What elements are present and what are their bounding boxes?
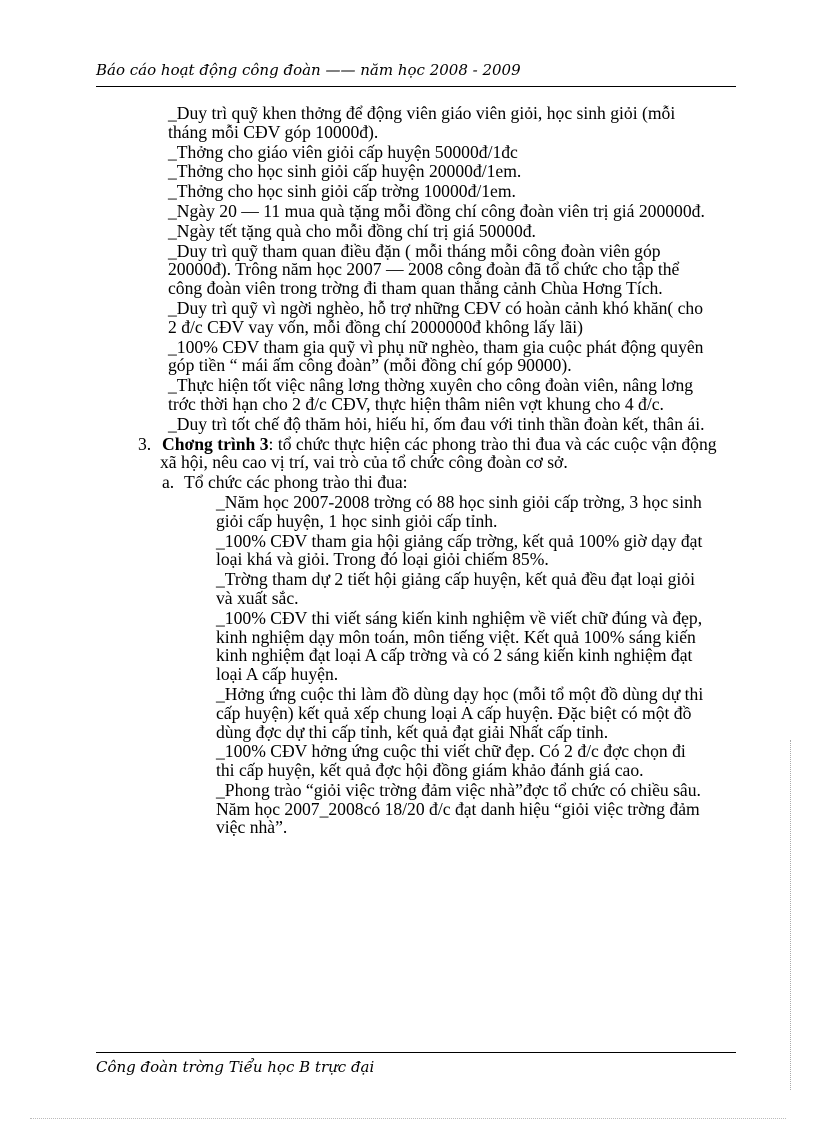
- paragraph: _Thởng cho học sinh giỏi cấp huyện 20000đ/1em.: [168, 161, 522, 182]
- paragraph: _Thực hiện tốt việc nâng lơng thờng xuyên cho công đoàn viên, nâng lơng trớc thời hạn cho 2 đ/c CĐV, thực hiện thâm niên vợt khung cho 4 đ/c.: [168, 375, 694, 414]
- list-item: _100% CĐV thi viết sáng kiến kinh nghiệm về viết chữ đúng và đẹp, kinh nghiệm dạy môn toán, môn tiếng việt. Kết quả 100% sáng kiến kinh nghiệm đạt loại A cấp trờng và có 2 sáng kiến kinh nghiệm đạt loại A cấp huyện.: [216, 607, 703, 685]
- page-header: Báo cáo hoạt động công đoàn —— năm học 2008 - 2009: [96, 58, 736, 87]
- list-item: _Phong trào “giỏi việc trờng đảm việc nhà”đợc tổ chức có chiều sâu. Năm học 2007_2008có 18/20 đ/c đạt danh hiệu “giỏi việc trờng đảm việc nhà”.: [216, 779, 701, 838]
- list-item: _Năm học 2007-2008 trờng có 88 học sinh giỏi cấp trờng, 3 học sinh giỏi cấp huyện, 1 học sinh giỏi cấp tỉnh.: [216, 491, 702, 531]
- paragraph: _Duy trì quỹ vì ngời nghèo, hỗ trợ những CĐV có hoàn cảnh khó khăn( cho 2 đ/c CĐV vay vốn, mỗi đồng chí 2000000đ không lấy lãi): [168, 297, 704, 337]
- paragraph: _Duy trì quỹ tham quan điều đặn ( mỗi tháng mỗi công đoàn viên góp 20000đ). Trông năm học 2007 — 2008 công đoàn đã tổ chức cho tập thể công đoàn viên trong trờng đi tham quan thắng cảnh Chùa Hơng Tích.: [168, 240, 680, 299]
- section-text: : tổ chức thực hiện các phong trào thi đua và các cuộc vận động xã hội, nêu cao vị trí, vai trò của tổ chức công đoàn cơ sở.: [160, 433, 717, 473]
- paragraph: _Duy trì quỹ khen thởng để động viên giáo viên giỏi, học sinh giỏi (mỗi tháng mỗi CĐV góp 10000đ).: [168, 103, 676, 142]
- section-number: 3.: [138, 433, 152, 454]
- paragraph: _Ngày tết tặng quà cho mỗi đồng chí trị giá 50000đ.: [168, 220, 536, 241]
- subsection-letter: a.: [162, 472, 175, 493]
- list-item: _100% CĐV tham gia hội giảng cấp trờng, kết quả 100% giờ dạy đạt loại khá và giỏi. Trong đó loại giỏi chiếm 85%.: [216, 530, 703, 570]
- paragraph: _Ngày 20 — 11 mua quà tặng mỗi đồng chí công đoàn viên trị giá 200000đ.: [168, 200, 705, 221]
- list-item: _100% CĐV hởng ứng cuộc thi viết chữ đẹp. Có 2 đ/c đợc chọn đi thi cấp huyện, kết quả đợc hội đồng giám khảo đánh giá cao.: [216, 741, 686, 781]
- side-border-dots: [790, 740, 792, 1090]
- list-item: _Trờng tham dự 2 tiết hội giảng cấp huyện, kết quả đều đạt loại giỏi và xuất sắc.: [216, 569, 695, 608]
- paragraph: _100% CĐV tham gia quỹ vì phụ nữ nghèo, tham gia cuộc phát động quyên góp tiền “ mái ấm công đoàn” (mỗi đồng chí góp 90000).: [168, 336, 704, 376]
- paragraph: _Duy trì tốt chế độ thăm hỏi, hiếu hỉ, ốm đau với tinh thần đoàn kết, thân ái.: [168, 413, 705, 434]
- paragraph: _Thởng cho giáo viên giỏi cấp huyện 50000đ/1đc: [168, 141, 518, 162]
- subsection-a: [138, 473, 708, 492]
- section-title: Chơng trình 3: [162, 433, 269, 454]
- paragraph: _Thởng cho học sinh giỏi cấp trờng 10000đ/1em.: [168, 181, 516, 202]
- document-body: [138, 103, 717, 838]
- subsection-title: Tổ chức các phong trào thi đua:: [184, 472, 408, 493]
- page-border-dots: [30, 1118, 786, 1119]
- list-item: _Hởng ứng cuộc thi làm đồ dùng dạy học (mỗi tổ một đồ dùng dự thi cấp huyện) kết quả xếp chung loại A cấp huyện. Đặc biệt có một đồ dùng đợc dự thi cấp tỉnh, kết quả đạt giải Nhất cấp tỉnh.: [216, 683, 704, 742]
- page-footer: Công đoàn trờng Tiểu học B trực đại: [96, 1052, 736, 1083]
- section-3: [138, 435, 730, 473]
